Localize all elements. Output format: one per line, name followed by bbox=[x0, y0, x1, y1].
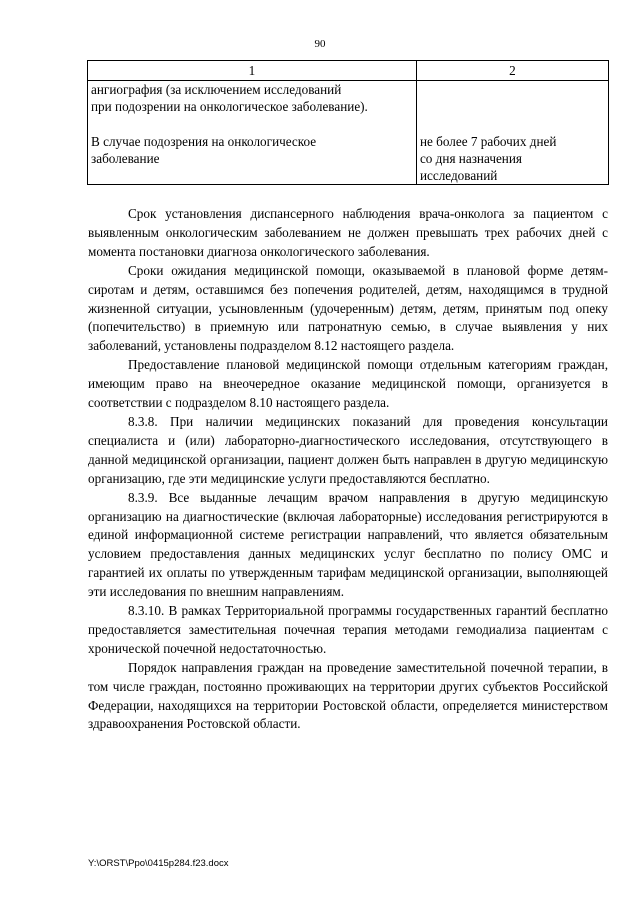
paragraph: Срок установления диспансерного наблюдения врача-онколога за пациентом с выявленным онкологическим заболеванием не должен превышать трех рабочих дней с момента постановки диагноза онкологического заболевания. bbox=[88, 206, 608, 259]
cell-line: исследований bbox=[419, 168, 498, 183]
table-cell bbox=[416, 81, 608, 185]
cell-line: ангиография (за исключением исследований bbox=[91, 82, 342, 97]
column-header-2: 2 bbox=[416, 61, 608, 81]
footer-file-path: Y:\ORST\Ppo\0415p284.f23.docx bbox=[88, 858, 229, 869]
cell-spacer bbox=[91, 115, 413, 133]
table-cell bbox=[88, 81, 417, 185]
paragraph: 8.3.9. Все выданные лечащим врачом направления в другую медицинскую организацию на диагностические (включая лабораторные) исследования регистрируются в единой информационной системе регистрации направлений, что является обязательным условием предоставления данных медицинских услуг бесплатно по полису ОМС и гарантией их оплаты по утвержденным тарифам медицинской организации, выполняющей эти исследования по внешним направлениям. bbox=[88, 489, 608, 600]
cell-line: В случае подозрения на онкологическое bbox=[91, 134, 317, 149]
column-header-1: 1 bbox=[88, 61, 417, 81]
paragraph: 8.3.8. При наличии медицинских показаний для проведения консультации специалиста и (или) лабораторно-диагностического исследования, отсутствующего в данной медицинской организации, пациент должен быть направлен в другую медицинскую организацию, где эти медицинские услуги предоставляются бесплатно. bbox=[88, 413, 608, 486]
cell-line: не более 7 рабочих дней bbox=[419, 134, 557, 149]
cell-line: заболевание bbox=[91, 151, 160, 166]
cell-spacer bbox=[420, 115, 605, 133]
paragraph: 8.3.10. В рамках Территориальной программы государственных гарантий бесплатно предоставляется заместительная почечная терапия методами гемодиализа пациентам с хронической почечной недостаточностью. bbox=[88, 603, 608, 656]
cell-spacer bbox=[420, 98, 605, 115]
cell-spacer bbox=[420, 81, 605, 98]
cell-line: со дня назначения bbox=[419, 151, 522, 166]
body-text bbox=[88, 205, 608, 734]
table-header-row bbox=[88, 61, 609, 81]
paragraph: Порядок направления граждан на проведение заместительной почечной терапии, в том числе граждан, постоянно проживающих на территории других субъектов Российской Федерации, находящихся на территории Ростовской области, определяется министерством здравоохранения Ростовской области. bbox=[88, 659, 608, 732]
paragraph: Сроки ожидания медицинской помощи, оказываемой в плановой форме детям-сиротам и детям, оставшимся без попечения родителей, детям, находящимся в трудной жизненной ситуации, усыновленным (удочеренным) детям, детям, принятым под опеку (попечительство) в приемную или патронатную семью, в случае выявления у них заболеваний, установлены подразделом 8.12 настоящего раздела. bbox=[88, 262, 608, 354]
table-row bbox=[88, 81, 609, 185]
paragraph: Предоставление плановой медицинской помощи отдельным категориям граждан, имеющим право на внеочередное оказание медицинской помощи, организуется в соответствии с подразделом 8.10 настоящего раздела. bbox=[88, 357, 608, 411]
cell-line: при подозрении на онкологическое заболевание). bbox=[91, 99, 368, 114]
continuation-table bbox=[87, 60, 609, 185]
page-number: 90 bbox=[314, 38, 326, 50]
